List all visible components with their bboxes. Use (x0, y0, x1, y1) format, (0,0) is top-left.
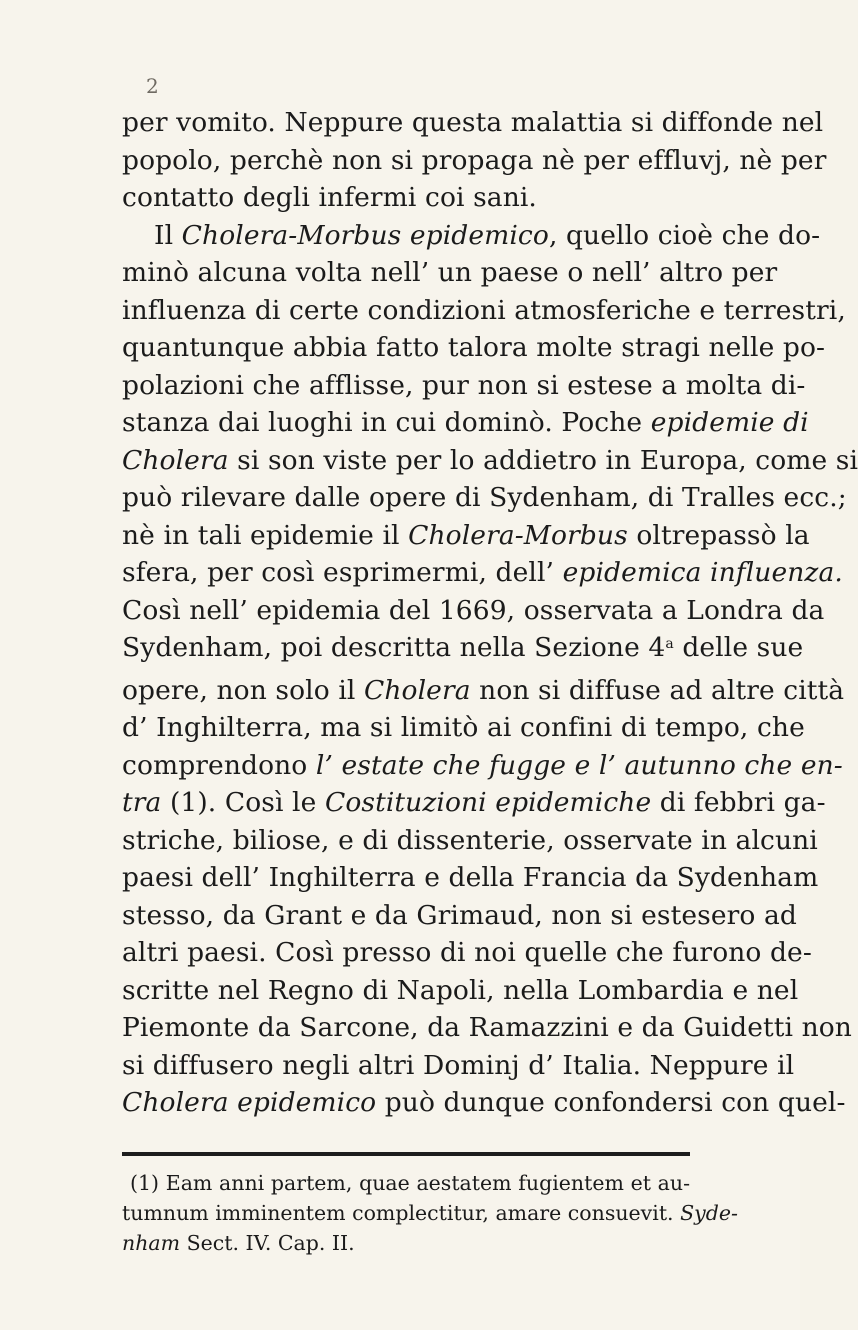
italic-span: Cholera-Morbus (408, 519, 628, 551)
text-line (122, 292, 846, 330)
italic-span: Cholera (122, 444, 229, 476)
text-span: nè in tali epidemie il (122, 519, 409, 551)
text-span: di febbri ga- (651, 787, 826, 818)
italic-span: Costituzioni epidemiche (324, 787, 652, 818)
text-line (122, 554, 843, 592)
main-text (122, 104, 858, 1122)
italic-span: Cholera-Morbus epidemico (181, 219, 549, 251)
italic-span: epidemie di (650, 407, 809, 438)
text-line (122, 934, 812, 972)
text-span: per vomito. Neppure questa malattia si diffonde nel (122, 107, 824, 138)
superscript: a (665, 636, 674, 652)
text-line (122, 747, 843, 785)
text-span: Il (154, 219, 182, 251)
text-span: quantunque abbia fatto talora molte stragi nelle po- (122, 332, 826, 363)
italic-span: Cholera epidemico (122, 1087, 377, 1118)
text-span: opere, non solo il (122, 674, 364, 706)
footnote-line (122, 1198, 738, 1228)
text-line (122, 1009, 852, 1047)
text-span: stesso, da Grant e da Grimaud, non si estesero ad (122, 899, 797, 931)
text-span: non si diffuse ad altre città (470, 674, 845, 706)
text-span: popolo, perchè non si propaga nè per effluvj, nè per (122, 144, 827, 176)
text-span: polazioni che afflisse, pur non si estese a molta di- (122, 369, 806, 401)
text-line (122, 1084, 846, 1122)
text-span: può rilevare dalle opere di Sydenham, di Tralles ecc.; (122, 482, 847, 513)
text-span: sfera, per così esprimermi, dell’ (122, 557, 563, 588)
text-span: delle sue (673, 632, 804, 663)
text-span: Piemonte da Sarcone, da Ramazzini e da Guidetti non (122, 1012, 852, 1043)
text-span: (1). Così le (161, 787, 325, 818)
text-span: scritte nel Regno di Napoli, nella Lombardia e nel (122, 974, 799, 1006)
text-span: altri paesi. Così presso di noi quelle che furono de- (122, 937, 812, 968)
text-line (122, 897, 797, 935)
text-span: Così nell’ epidemia del 1669, osservata a Londra da (122, 594, 825, 626)
text-span: comprendono (122, 749, 316, 781)
text-line (122, 479, 847, 517)
text-span: contatto degli infermi coi sani. (122, 182, 537, 213)
italic-span: nham (122, 1231, 181, 1255)
text-line (122, 329, 826, 367)
text-span: Sydenham, poi descritta nella Sezione 4 (122, 632, 666, 663)
text-line (122, 217, 821, 255)
text-line (122, 859, 819, 897)
text-span: influenza di certe condizioni atmosferiche e terrestri, (122, 294, 846, 326)
text-span: (1) Eam anni partem, quae aestatem fugientem et au- (130, 1171, 690, 1195)
italic-span: epidemica influenza. (562, 557, 843, 588)
text-line (122, 1047, 795, 1085)
text-line (122, 254, 778, 292)
italic-span: tra (122, 787, 162, 818)
text-span: d’ Inghilterra, ma si limitò ai confini di tempo, che (122, 712, 805, 743)
footnote-line (122, 1228, 690, 1258)
text-line (122, 517, 810, 555)
text-line (122, 442, 858, 480)
text-line (122, 709, 805, 747)
text-line (122, 142, 827, 180)
text-line (122, 592, 825, 630)
text-span: si son viste per lo addietro in Europa, come si (228, 444, 858, 476)
footnote-rule (122, 1152, 690, 1156)
text-line (122, 972, 799, 1010)
italic-span: Syde- (680, 1201, 738, 1225)
text-span: può dunque confondersi con quel- (376, 1087, 846, 1118)
footnote-line (122, 1168, 690, 1198)
text-span: tumnum imminentem complectitur, amare consuevit. (122, 1201, 681, 1225)
text-line (122, 104, 824, 142)
text-span: oltrepassò la (627, 519, 810, 551)
text-line (122, 404, 809, 442)
text-line (122, 629, 804, 672)
text-span: , quello cioè che do- (548, 219, 821, 251)
text-span: minò alcuna volta nell’ un paese o nell’ altro per (122, 257, 778, 288)
text-span: paesi dell’ Inghilterra e della Francia da Sydenham (122, 862, 819, 893)
page-marker: 2 (146, 74, 159, 98)
italic-span: l’ estate che fugge e l’ autunno che en- (315, 749, 843, 781)
text-span: stanza dai luoghi in cui dominò. Poche (122, 407, 651, 438)
text-span: striche, biliose, e di dissenterie, osservate in alcuni (122, 824, 818, 856)
text-line (122, 179, 690, 217)
text-line (122, 672, 845, 710)
text-line (122, 784, 826, 822)
text-line (122, 367, 806, 405)
text-span: Sect. IV. Cap. II. (180, 1231, 355, 1255)
footnote (122, 1168, 738, 1258)
text-line (122, 822, 818, 860)
italic-span: Cholera (364, 674, 471, 706)
text-span: si diffusero negli altri Dominj d’ Italia. Neppure il (122, 1049, 795, 1081)
